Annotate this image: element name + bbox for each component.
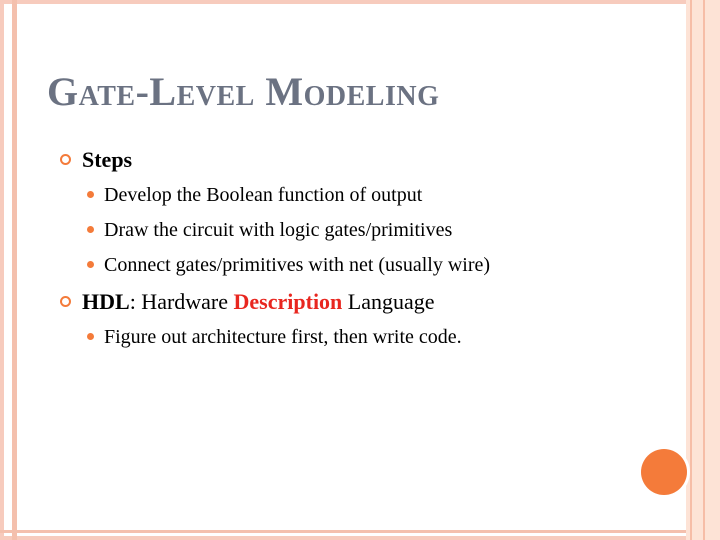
hdl-text: : Hardware — [129, 289, 234, 314]
slide-title: Gate-Level Modeling — [47, 69, 440, 114]
ring-bullet-icon — [60, 296, 71, 307]
bullet-list — [60, 145, 670, 359]
dot-bullet-icon — [87, 226, 94, 233]
sub-bullet-item — [60, 217, 670, 243]
bullet-item-hdl — [60, 287, 670, 317]
left-accent-line — [12, 0, 17, 540]
bottom-accent-line — [0, 530, 720, 533]
sub-bullet-text: Figure out architecture first, then write code. — [104, 326, 462, 348]
dot-bullet-icon — [87, 191, 94, 198]
sub-bullet-text: Draw the circuit with logic gates/primitives — [104, 219, 453, 241]
sub-bullet-item — [60, 182, 670, 208]
hdl-acronym: HDL — [82, 289, 130, 314]
sub-bullet-item — [60, 252, 670, 278]
sub-bullet-text: Connect gates/primitives with net (usually wire) — [104, 254, 491, 276]
decorative-circle — [641, 449, 687, 495]
right-accent-line — [690, 0, 692, 540]
dot-bullet-icon — [87, 333, 94, 340]
right-accent-line — [703, 0, 705, 540]
bullet-heading: Steps — [82, 147, 133, 172]
dot-bullet-icon — [87, 261, 94, 268]
bullet-item-steps — [60, 145, 670, 175]
sub-bullet-text: Develop the Boolean function of output — [104, 184, 423, 206]
hdl-text: Language — [342, 289, 435, 314]
ring-bullet-icon — [60, 154, 71, 165]
sub-bullet-item — [60, 324, 670, 350]
highlighted-word: Description — [233, 289, 343, 314]
